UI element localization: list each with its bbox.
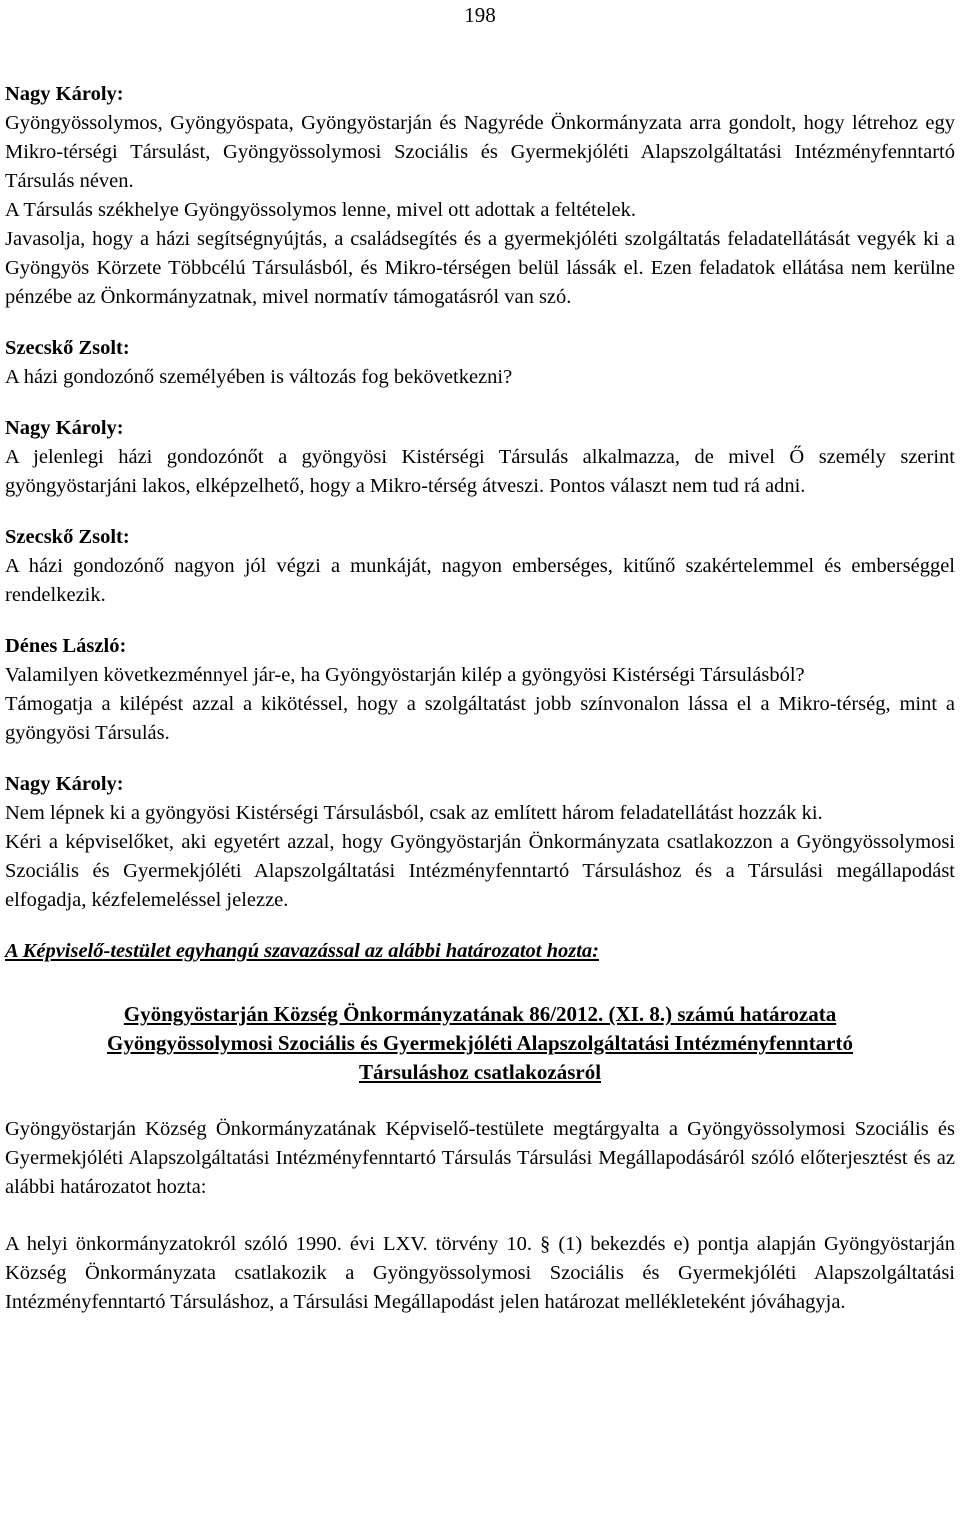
resolution-title-line: Gyöngyöstarján Község Önkormányzatának 86/2012. (XI. 8.) számú határozata	[123, 1002, 837, 1026]
speaker-name: Szecskő Zsolt:	[5, 337, 130, 359]
speech-paragraph: Gyöngyössolymos, Gyöngyöspata, Gyöngyöstarján és Nagyréde Önkormányzata arra gondolt, hogy létrehoz egy Mikro-térségi Társulást, Gyöngyössolymosi Szociális és Gyermekjóléti Alapszolgáltatási Intézményfenntartó Társulás néven.	[5, 112, 955, 192]
document-page	[5, 0, 955, 1317]
page-number: 198	[464, 3, 496, 27]
speaker-name: Nagy Károly:	[5, 773, 124, 795]
speech-paragraph: Valamilyen következménnyel jár-e, ha Gyöngyöstarján kilép a gyöngyösi Kistérségi Társulásból?	[5, 664, 805, 686]
speech-block	[5, 523, 955, 610]
speech-paragraph: A jelenlegi házi gondozónőt a gyöngyösi Kistérségi Társulás alkalmazza, de mivel Ő személy szerint gyöngyöstarjáni lakos, elképzelhető, hogy a Mikro-térség átveszi. Pontos választ nem tud rá adni.	[5, 446, 955, 497]
speech-block	[5, 334, 955, 392]
speech-paragraph: Javasolja, hogy a házi segítségnyújtás, a családsegítés és a gyermekjóléti szolgáltatás feladatellátását vegyék ki a Gyöngyös Körzete Többcélú Társulásból, és Mikro-térségen belül lássák el. Ezen feladatok ellátása nem kerülne pénzébe az Önkormányzatnak, mivel normatív támogatásról van szó.	[5, 228, 955, 308]
resolution-paragraph: A helyi önkormányzatokról szóló 1990. évi LXV. törvény 10. § (1) bekezdés e) pontja alapján Gyöngyöstarján Község Önkormányzata csatlakozik a Gyöngyössolymosi Szociális és Gyermekjóléti Alapszolgáltatási Intézményfenntartó Társuláshoz, a Társulási Megállapodást jelen határozat mellékleteként jóváhagyja.	[5, 1233, 955, 1313]
speaker-name: Szecskő Zsolt:	[5, 526, 130, 548]
speech-block	[5, 770, 955, 915]
resolution-title-line: Társuláshoz csatlakozásról	[358, 1060, 602, 1084]
speech-block	[5, 414, 955, 501]
speaker-name: Dénes László:	[5, 635, 127, 657]
speech-block	[5, 632, 955, 748]
speaker-name: Nagy Károly:	[5, 417, 124, 439]
speech-paragraph: A házi gondozónő személyében is változás fog bekövetkezni?	[5, 366, 513, 388]
speech-paragraph: Nem lépnek ki a gyöngyösi Kistérségi Társulásból, csak az említett három feladatellátást hozzák ki.	[5, 802, 823, 824]
speech-block	[5, 80, 955, 312]
speech-paragraph: A Társulás székhelye Gyöngyössolymos lenne, mivel ott adottak a feltételek.	[5, 199, 636, 221]
speaker-name: Nagy Károly:	[5, 83, 124, 105]
speech-paragraph: Kéri a képviselőket, aki egyetért azzal, hogy Gyöngyöstarján Önkormányzata csatlakozzon a Gyöngyössolymosi Szociális és Gyermekjóléti Alapszolgáltatási Intézményfenntartó Társuláshoz és a Társulási megállapodást elfogadja, kézfelemeléssel jelezze.	[5, 831, 955, 911]
decision-intro: A Képviselő-testület egyhangú szavazással az alábbi határozatot hozta:	[5, 940, 599, 962]
resolution-title	[5, 1000, 955, 1087]
resolution-title-line: Gyöngyössolymosi Szociális és Gyermekjóléti Alapszolgáltatási Intézményfenntartó	[106, 1031, 853, 1055]
speech-paragraph: A házi gondozónő nagyon jól végzi a munkáját, nagyon emberséges, kitűnő szakértelemmel és emberséggel rendelkezik.	[5, 555, 955, 606]
resolution-paragraph: Gyöngyöstarján Község Önkormányzatának Képviselő-testülete megtárgyalta a Gyöngyössolymosi Szociális és Gyermekjóléti Alapszolgáltatási Intézményfenntartó Társulás Társulási Megállapodásáról szóló előterjesztést és az alábbi határozatot hozta:	[5, 1118, 955, 1198]
speech-paragraph: Támogatja a kilépést azzal a kikötéssel, hogy a szolgáltatást jobb színvonalon lássa el a Mikro-térség, mint a gyöngyösi Társulás.	[5, 693, 955, 744]
